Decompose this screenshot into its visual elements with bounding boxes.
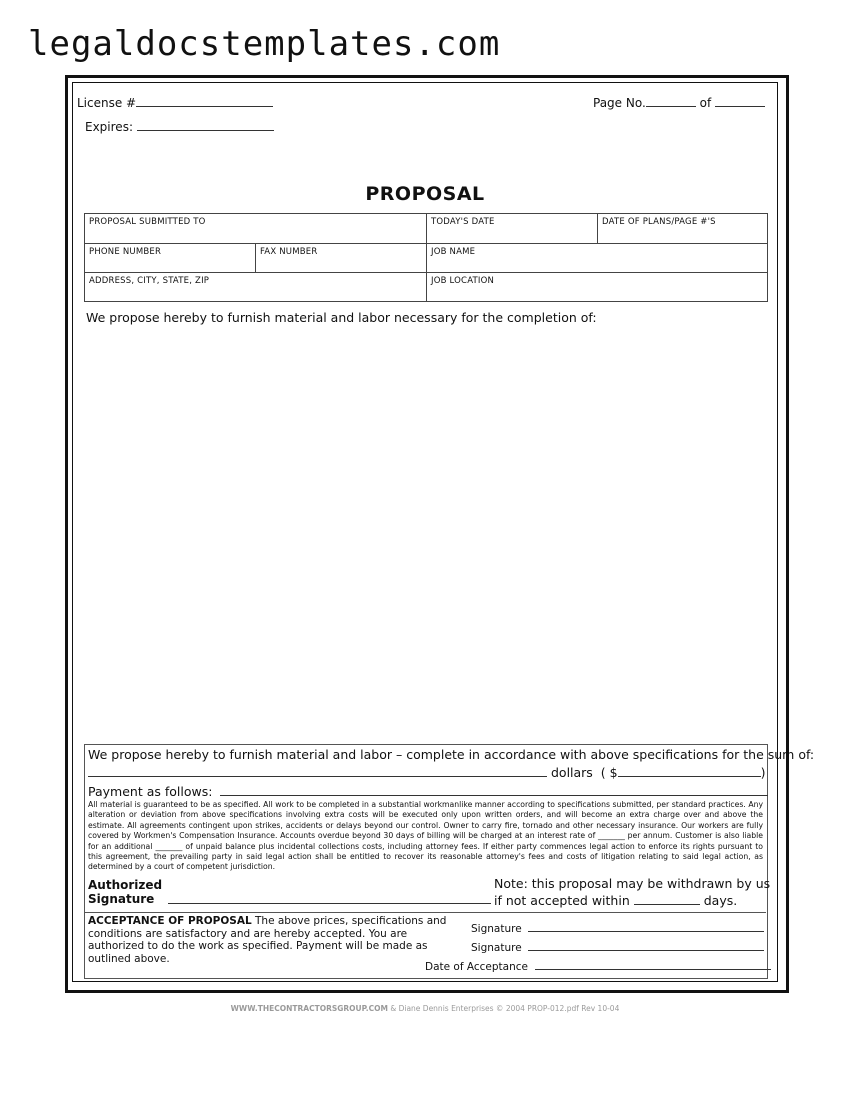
paren-close: ) — [760, 765, 766, 780]
of-label: of — [699, 96, 712, 110]
note-line2-post: days. — [703, 893, 738, 908]
phone-cell[interactable] — [85, 244, 256, 273]
fax-cell[interactable] — [256, 244, 427, 273]
page-no-label: Page No. — [593, 96, 646, 110]
sum-intro: We propose hereby to furnish material and labor – complete in accordance with above specifications for the sum of: — [88, 747, 815, 762]
signature1-label: Signature — [471, 923, 522, 935]
authorized-line2: Signature — [88, 892, 155, 906]
expires-input[interactable] — [137, 118, 274, 131]
phone-label: PHONE NUMBER — [89, 247, 162, 257]
license-label: License # — [77, 96, 137, 110]
job-location-label: JOB LOCATION — [431, 276, 495, 286]
submitted-to-label: PROPOSAL SUBMITTED TO — [89, 217, 206, 227]
todays-date-label: TODAY'S DATE — [431, 217, 495, 227]
signature1-input[interactable] — [528, 921, 764, 932]
withdrawal-note — [494, 876, 770, 909]
authorized-line1: Authorized — [88, 878, 163, 892]
propose-text: We propose hereby to furnish material and labor necessary for the completion of: — [86, 310, 597, 325]
days-input[interactable] — [634, 892, 700, 905]
info-grid — [84, 213, 768, 302]
job-name-label: JOB NAME — [431, 247, 476, 257]
authorized-signature-input[interactable] — [168, 891, 491, 904]
site-title: legaldocstemplates.com — [28, 24, 501, 64]
todays-date-cell[interactable] — [427, 214, 598, 244]
payment-input[interactable] — [220, 783, 768, 796]
form-title: PROPOSAL — [365, 183, 485, 205]
dollar-sign: $ — [609, 765, 618, 780]
page-number-row — [593, 94, 765, 110]
submitted-to-cell[interactable] — [85, 214, 427, 244]
signature2-input[interactable] — [528, 940, 764, 951]
signature-row-2 — [471, 940, 764, 954]
footer-site: WWW.THECONTRACTORSGROUP.COM — [230, 1004, 388, 1013]
dollars-label: dollars — [550, 765, 593, 780]
payment-row — [88, 783, 768, 799]
note-line1: Note: this proposal may be withdrawn by us — [494, 876, 771, 891]
signature2-label: Signature — [471, 942, 522, 954]
job-location-cell[interactable] — [427, 273, 767, 301]
payment-label: Payment as follows: — [88, 784, 213, 799]
date-acceptance-input[interactable] — [535, 959, 771, 970]
terms-text: All material is guaranteed to be as specified. All work to be completed in a substantial workmanlike manner according to specifications submitted, per standard practices. Any alteration or deviation from above specifications involving extra costs will be executed only upon written orders, and will become an extra charge over and above the estimate. All agreements contingent upon strikes, accidents or delays beyond our control. Owner to carry fire, tornado and other necessary insurance. Our workers are fully covered by Workmen's Compensation Insurance. Accounts overdue beyond 30 days of billing will be charged at an interest rate of _______ per annum. Customer is also liable for an additional _______ of unpaid balance plus incidental collections costs, including attorney fees. If either party commences legal action to enforce its rights pursuant to this agreement, the prevailing party in said legal action shall be entitled to recover its reasonable attorney's fees and costs of litigation relating to said legal action, as determined by a court of competent jurisdiction. — [88, 800, 763, 872]
footer — [0, 1004, 850, 1013]
job-name-cell[interactable] — [427, 244, 767, 273]
expires-label: Expires: — [85, 120, 133, 134]
address-label: ADDRESS, CITY, STATE, ZIP — [89, 276, 210, 286]
license-row — [77, 94, 273, 110]
work-description-area[interactable] — [86, 332, 766, 737]
sum-row — [88, 764, 766, 780]
page-no-input[interactable] — [646, 94, 696, 107]
authorized-signature-label — [88, 878, 162, 906]
address-cell[interactable] — [85, 273, 427, 301]
note-line2-pre: if not accepted within — [494, 893, 630, 908]
paren-open: ( — [600, 765, 606, 780]
date-acceptance-label: Date of Acceptance — [425, 961, 529, 973]
signature-row-1 — [471, 921, 764, 935]
date-acceptance-row — [425, 959, 771, 973]
license-input[interactable] — [136, 94, 273, 107]
sum-words-input[interactable] — [88, 764, 547, 777]
acceptance-heading: ACCEPTANCE OF PROPOSAL — [88, 915, 252, 927]
fax-label: FAX NUMBER — [260, 247, 318, 257]
date-of-plans-label: DATE OF PLANS/PAGE #'S — [602, 217, 716, 227]
acceptance-body: The above prices, specifications and conditions are satisfactory and are hereby accepted. You are authorized to do the work as specified. Payment will be made as outlined above. — [88, 915, 447, 965]
acceptance-divider — [84, 912, 766, 913]
page-total-input[interactable] — [715, 94, 765, 107]
sum-amount-input[interactable] — [618, 764, 761, 777]
footer-rest: & Diane Dennis Enterprises © 2004 PROP-012.pdf Rev 10-04 — [387, 1004, 620, 1013]
date-of-plans-cell[interactable] — [598, 214, 767, 244]
acceptance-text — [88, 915, 448, 965]
expires-row — [85, 118, 274, 134]
